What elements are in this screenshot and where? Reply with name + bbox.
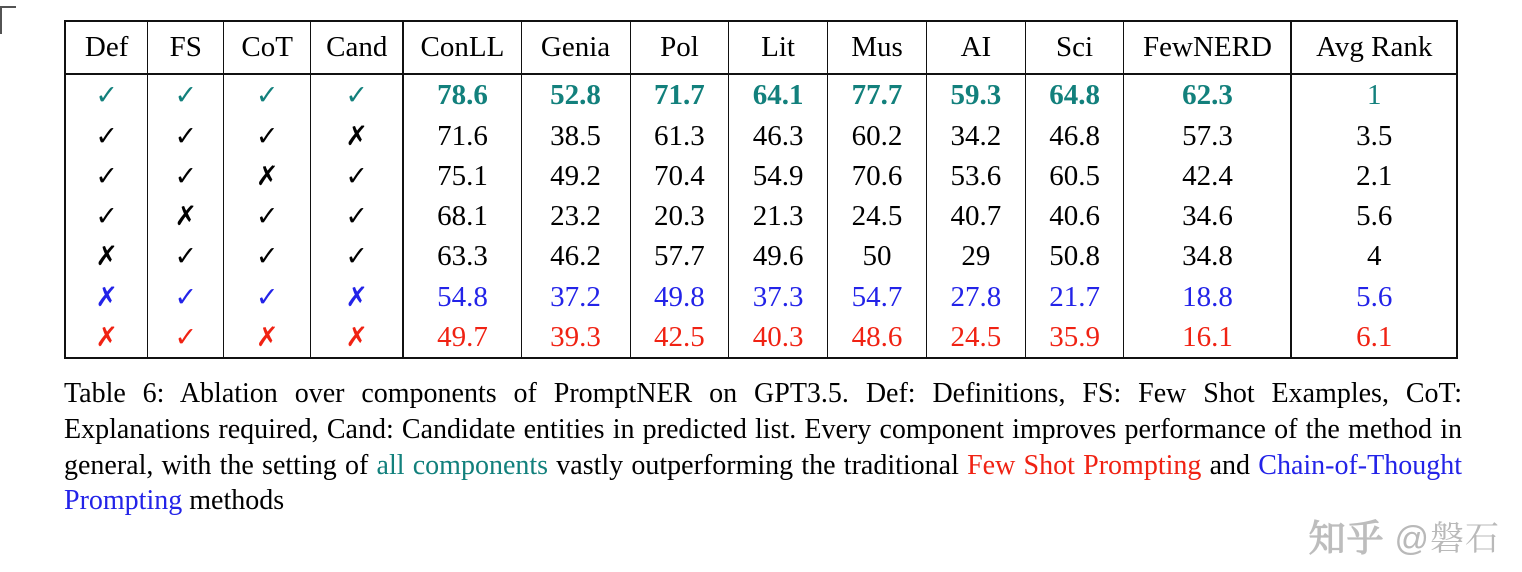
check-glyph: ✓ [174,281,198,313]
check-glyph: ✓ [345,160,369,192]
avg-rank-cell: 6.1 [1291,317,1457,358]
check-icon [148,317,224,358]
metric-cell: 34.2 [927,116,1026,156]
column-header-pol: Pol [630,21,729,74]
metric-cell: 71.7 [630,74,729,115]
metric-cell: 54.9 [729,156,828,196]
check-glyph: ✓ [95,80,118,112]
metric-cell: 57.7 [630,236,729,276]
check-glyph: ✓ [255,120,279,152]
check-icon [65,196,148,236]
watermark-handle: @磐石 [1394,519,1500,558]
metric-cell: 40.6 [1025,196,1124,236]
cross-glyph: ✗ [255,321,279,353]
avg-rank-cell: 2.1 [1291,156,1457,196]
table-row [65,317,1457,358]
metric-cell: 35.9 [1025,317,1124,358]
cross-icon [224,317,311,358]
check-icon [224,116,311,156]
metric-cell: 24.5 [827,196,926,236]
metric-cell: 70.4 [630,156,729,196]
metric-cell: 75.1 [403,156,521,196]
check-icon [224,236,311,276]
metric-cell: 34.6 [1124,196,1292,236]
cross-glyph: ✗ [345,120,369,152]
check-glyph: ✓ [95,201,118,233]
metric-cell: 53.6 [927,156,1026,196]
check-icon [148,277,224,317]
check-glyph: ✓ [174,321,198,353]
avg-rank-cell: 5.6 [1291,277,1457,317]
cross-icon [311,317,404,358]
cross-glyph: ✗ [345,281,369,313]
metric-cell: 57.3 [1124,116,1292,156]
check-glyph: ✓ [255,241,279,273]
cross-glyph: ✗ [95,321,118,353]
check-icon [148,116,224,156]
check-icon [311,74,404,115]
check-glyph: ✓ [345,241,369,273]
metric-cell: 21.7 [1025,277,1124,317]
metric-cell: 27.8 [927,277,1026,317]
metric-cell: 54.7 [827,277,926,317]
watermark [1308,508,1500,562]
ablation-table [64,20,1458,359]
cross-icon [311,277,404,317]
check-glyph: ✓ [345,80,369,112]
check-icon [224,277,311,317]
column-header-ai: AI [927,21,1026,74]
check-glyph: ✓ [174,241,198,273]
metric-cell: 42.5 [630,317,729,358]
check-icon [65,156,148,196]
metric-cell: 63.3 [403,236,521,276]
metric-cell: 78.6 [403,74,521,115]
metric-cell: 40.7 [927,196,1026,236]
metric-cell: 16.1 [1124,317,1292,358]
metric-cell: 20.3 [630,196,729,236]
cross-glyph: ✗ [255,160,279,192]
column-header-cot: CoT [224,21,311,74]
check-glyph: ✓ [255,281,279,313]
ablation-table-container [64,20,1458,359]
check-glyph: ✓ [345,201,369,233]
caption-highlight-all-components: all components [376,449,549,481]
metric-cell: 39.3 [521,317,630,358]
table-caption [64,376,1462,519]
caption-part-1: Ablation over components of PromptNER on GPT3.5. Def: Definitions, FS: Few Shot Examples, CoT: Explanations required, Cand: Candidate entities in predicted list. Every component improves performance of the method in general, with the setting of [64,378,1463,481]
metric-cell: 29 [927,236,1026,276]
table-header [65,21,1457,74]
cross-icon [148,196,224,236]
cross-icon [65,317,148,358]
column-header-avg-rank: Avg Rank [1291,21,1457,74]
caption-part-4: methods [182,485,285,517]
avg-rank-cell: 5.6 [1291,196,1457,236]
metric-cell: 71.6 [403,116,521,156]
caption-label: Table 6: [64,378,165,409]
cross-glyph: ✗ [174,201,198,233]
metric-cell: 50.8 [1025,236,1124,276]
metric-cell: 46.8 [1025,116,1124,156]
metric-cell: 61.3 [630,116,729,156]
column-header-fs: FS [148,21,224,74]
avg-rank-cell: 4 [1291,236,1457,276]
table-row [65,156,1457,196]
cross-glyph: ✗ [345,321,369,353]
table-row [65,196,1457,236]
check-glyph: ✓ [255,201,279,233]
metric-cell: 54.8 [403,277,521,317]
metric-cell: 52.8 [521,74,630,115]
metric-cell: 40.3 [729,317,828,358]
check-icon [224,196,311,236]
check-glyph: ✓ [95,160,118,192]
metric-cell: 23.2 [521,196,630,236]
table-body [65,74,1457,358]
caption-highlight-chain-of-thought-prompting: Chain-of-Thought Prompting [64,449,1463,517]
check-icon [148,74,224,115]
metric-cell: 62.3 [1124,74,1292,115]
check-glyph: ✓ [174,80,198,112]
column-header-mus: Mus [827,21,926,74]
check-glyph: ✓ [174,160,198,192]
check-glyph: ✓ [174,120,198,152]
metric-cell: 49.8 [630,277,729,317]
metric-cell: 42.4 [1124,156,1292,196]
page-corner-mark [0,6,16,34]
column-header-lit: Lit [729,21,828,74]
metric-cell: 21.3 [729,196,828,236]
check-glyph: ✓ [95,120,118,152]
check-glyph: ✓ [255,80,279,112]
metric-cell: 49.6 [729,236,828,276]
metric-cell: 46.3 [729,116,828,156]
table-header-row [65,21,1457,74]
metric-cell: 34.8 [1124,236,1292,276]
cross-icon [65,236,148,276]
cross-icon [224,156,311,196]
table-row [65,116,1457,156]
metric-cell: 18.8 [1124,277,1292,317]
metric-cell: 48.6 [827,317,926,358]
metric-cell: 77.7 [827,74,926,115]
metric-cell: 64.1 [729,74,828,115]
check-icon [65,74,148,115]
table-row [65,236,1457,276]
avg-rank-cell: 1 [1291,74,1457,115]
column-header-cand: Cand [311,21,404,74]
column-header-fewnerd: FewNERD [1124,21,1292,74]
metric-cell: 46.2 [521,236,630,276]
column-header-def: Def [65,21,148,74]
metric-cell: 59.3 [927,74,1026,115]
watermark-logo: 知乎 [1308,518,1385,559]
cross-glyph: ✗ [95,281,118,313]
column-header-genia: Genia [521,21,630,74]
metric-cell: 49.7 [403,317,521,358]
check-icon [311,156,404,196]
metric-cell: 37.2 [521,277,630,317]
caption-part-3: and [1201,449,1259,481]
cross-icon [65,277,148,317]
metric-cell: 60.5 [1025,156,1124,196]
table-row [65,74,1457,115]
column-header-sci: Sci [1025,21,1124,74]
check-icon [224,74,311,115]
check-icon [148,156,224,196]
metric-cell: 68.1 [403,196,521,236]
check-icon [148,236,224,276]
check-icon [311,236,404,276]
metric-cell: 50 [827,236,926,276]
table-row [65,277,1457,317]
avg-rank-cell: 3.5 [1291,116,1457,156]
metric-cell: 38.5 [521,116,630,156]
metric-cell: 37.3 [729,277,828,317]
check-icon [65,116,148,156]
metric-cell: 49.2 [521,156,630,196]
cross-glyph: ✗ [95,241,118,273]
column-header-conll: ConLL [403,21,521,74]
metric-cell: 24.5 [927,317,1026,358]
metric-cell: 64.8 [1025,74,1124,115]
metric-cell: 70.6 [827,156,926,196]
metric-cell: 60.2 [827,116,926,156]
check-icon [311,196,404,236]
cross-icon [311,116,404,156]
caption-part-2: vastly outperforming the traditional [548,449,968,481]
caption-highlight-few-shot-prompting: Few Shot Prompting [967,449,1202,481]
